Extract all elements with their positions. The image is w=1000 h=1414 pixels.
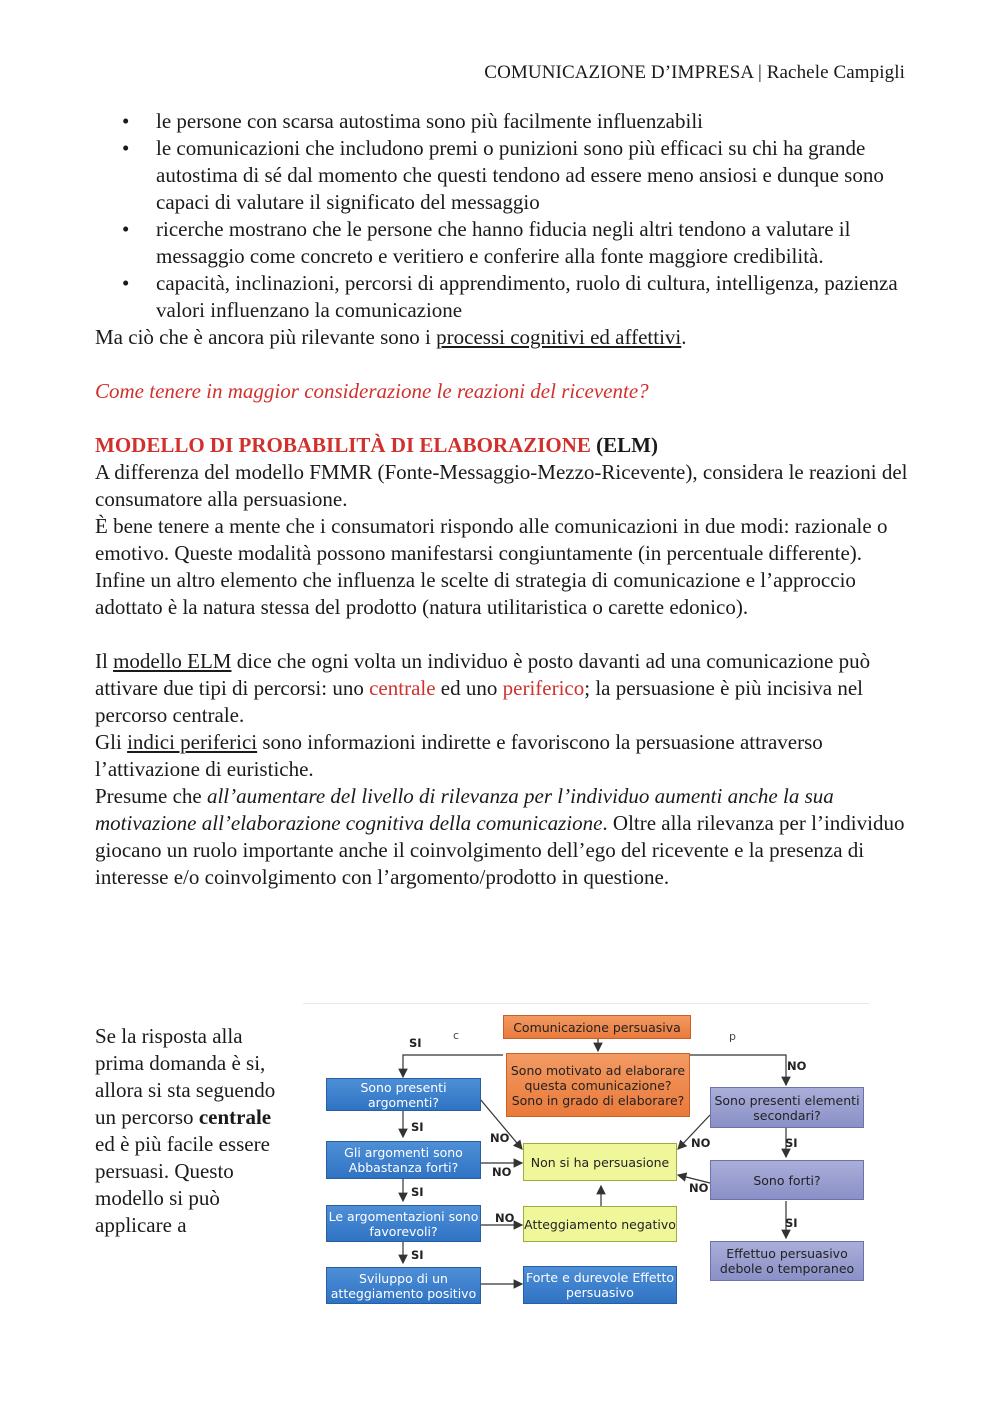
section-heading: MODELLO DI PROBABILITÀ DI ELABORAZIONE (ELM) [95, 433, 658, 457]
bullet-icon: • [122, 136, 130, 160]
box-atteggiamento-positivo: Sviluppo di un atteggiamento positivo [326, 1267, 481, 1304]
paragraph-presume: Presume che all’aumentare del livello di rilevanza per l’individuo aumenti anche la sua motivazione all’elaborazione cognitiva della comunicazione. Oltre alla rilevanza per l’individuo giocano un ruolo importante anche il coinvolgimento dell’ego del ricevente e la presenza di interesse e/o coinvolgimento con l’argomento/prodotto in questione. [95, 784, 905, 889]
bullet-list [95, 108, 910, 324]
highlight-periferico: periferico [502, 676, 585, 700]
paragraph-elm: Il modello ELM dice che ogni volta un individuo è posto davanti ad una comunicazione può attivare due tipi di percorsi: uno centrale ed uno periferico; la persuasione è più incisiva nel percorso centrale. [95, 649, 871, 727]
underlined-term: processi cognitivi ed affettivi [436, 325, 682, 349]
bullet-icon: • [122, 109, 130, 133]
box-motivazione: Sono motivato ad elaborare questa comunicazione? Sono in grado di elaborare? [506, 1053, 690, 1117]
italic-phrase: all’aumentare del livello di rilevanza per l’individuo aumenti anche la sua motivazione all’elaborazione cognitiva della comunicazione [95, 784, 834, 835]
page-header: COMUNICAZIONE D’IMPRESA | Rachele Campigli [484, 62, 905, 83]
label-no: NO [689, 1181, 709, 1195]
paragraph: Infine un altro elemento che influenza le scelte di strategia di comunicazione e l’approccio adottato è la natura stessa del prodotto (natura utilitaristica o carette edonico). [95, 568, 856, 619]
label-no: NO [492, 1165, 512, 1179]
box-effetto-forte: Forte e durevole Effetto persuasivo [523, 1266, 677, 1304]
box-comunicazione-persuasiva: Comunicazione persuasiva [503, 1015, 691, 1039]
label-si: SI [411, 1120, 424, 1134]
label-si: SI [785, 1136, 798, 1150]
label-si: SI [411, 1248, 424, 1262]
paragraph-indici: Gli indici periferici sono informazioni indirette e favoriscono la persuasione attraverso l’attivazione di euristiche. [95, 730, 823, 781]
label-p: p [729, 1030, 736, 1043]
side-paragraph: Se la risposta alla prima domanda è si, allora si sta seguendo un percorso centrale ed è più facile essere persuasi. Questo modello si può applicare a [95, 1024, 276, 1237]
elm-flowchart [303, 1003, 869, 1315]
box-atteggiamento-negativo: Atteggiamento negativo [523, 1206, 677, 1242]
bullet-icon: • [122, 217, 130, 241]
label-no: NO [691, 1136, 711, 1150]
question-line: Come tenere in maggior considerazione le reazioni del ricevente? [95, 379, 649, 403]
label-c: c [453, 1029, 460, 1042]
bold-term: centrale [198, 1105, 272, 1129]
box-effetto-debole: Effettuo persuasivo debole o temporaneo [710, 1241, 864, 1281]
underlined-term: indici periferici [127, 730, 258, 754]
bullet-item: • ricerche mostrano che le persone che hanno fiducia negli altri tendono a valutare il messaggio come concreto e veritiero e conferire alla fonte maggiore credibilità. [122, 217, 851, 268]
bullet-item: • le persone con scarsa autostima sono più facilmente influenzabili [122, 109, 703, 133]
box-sono-forti: Sono forti? [710, 1160, 864, 1200]
paragraph: A differenza del modello FMMR (Fonte-Messaggio-Mezzo-Ricevente), considera le reazioni del consumatore alla persuasione. [95, 460, 908, 511]
bullet-icon: • [122, 271, 130, 295]
highlight-centrale: centrale [369, 676, 436, 700]
paragraph: È bene tenere a mente che i consumatori rispondo alle comunicazioni in due modi: razionale o emotivo. Queste modalità possono manifestarsi congiuntamente (in percentuale differente). [95, 514, 888, 565]
box-argomenti-forti: Gli argomenti sono Abbastanza forti? [326, 1141, 481, 1179]
underlined-term: modello ELM [113, 649, 232, 673]
label-no: NO [490, 1131, 510, 1145]
box-non-persuasione: Non si ha persuasione [523, 1143, 677, 1181]
bullet-item: • capacità, inclinazioni, percorsi di apprendimento, ruolo di cultura, intelligenza, pazienza valori influenzano la comunicazione [122, 271, 898, 322]
document-body [95, 108, 910, 891]
box-elementi-secondari: Sono presenti elementi secondari? [710, 1087, 864, 1128]
label-si: SI [411, 1185, 424, 1199]
label-si: SI [785, 1216, 798, 1230]
box-argomentazioni-favorevoli: Le argomentazioni sono favorevoli? [326, 1205, 481, 1242]
label-no: NO [787, 1059, 807, 1073]
bullet-item: • le comunicazioni che includono premi o punizioni sono più efficaci su chi ha grande autostima di sé dal momento che questi tendono ad essere meno ansiosi e dunque sono capaci di valutare il significato del messaggio [122, 136, 884, 214]
label-no: NO [495, 1211, 515, 1225]
box-argomenti-presenti: Sono presenti argomenti? [326, 1078, 481, 1111]
paragraph-cognitive: Ma ciò che è ancora più rilevante sono i processi cognitivi ed affettivi. [95, 325, 687, 349]
label-si: SI [409, 1036, 422, 1050]
